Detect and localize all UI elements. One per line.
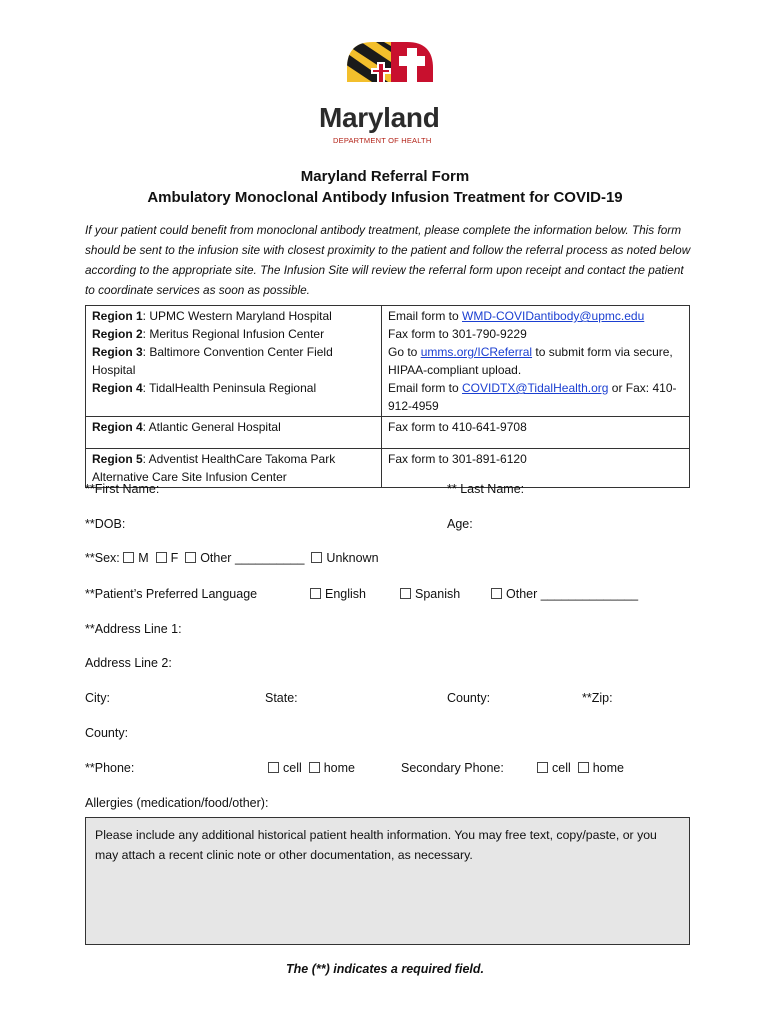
- region-email-link[interactable]: WMD-COVIDantibody@upmc.edu: [462, 309, 645, 323]
- region-label: Region 4: [92, 381, 143, 395]
- form-title: Maryland Referral Form: [300, 168, 470, 185]
- state-field[interactable]: State:: [265, 691, 298, 705]
- sex-option-label: Other __________: [200, 551, 305, 565]
- region-name: : TidalHealth Peninsula Regional: [142, 381, 317, 395]
- sex-option-label: Unknown: [326, 551, 379, 565]
- region-label: Region 3: [92, 345, 143, 359]
- language-spanish[interactable]: [400, 587, 460, 601]
- language-option-label: Spanish: [415, 587, 461, 601]
- region-referral-link[interactable]: umms.org/ICReferral: [420, 345, 533, 359]
- region-label: Region 5: [92, 452, 143, 466]
- health-info-instructions: Please include any additional historical patient health information. You may free text, copy/paste, or you may attach a recent clinic note or other documentation, as necessary.: [95, 828, 657, 862]
- phone-option-label: home: [323, 761, 355, 775]
- other-language-checkbox[interactable]: [491, 588, 502, 599]
- county-field-2[interactable]: County:: [85, 726, 129, 740]
- region-label: Region 4: [92, 420, 143, 434]
- spanish-checkbox[interactable]: [400, 588, 411, 599]
- phone-option-label: cell: [552, 761, 571, 775]
- sex-f-checkbox[interactable]: [156, 552, 167, 563]
- secondary-phone-type: [537, 761, 624, 775]
- region-contact: to submit form via secure, HIPAA-compliant upload.: [388, 345, 673, 377]
- logo-subtitle: DEPARTMENT OF HEALTH: [333, 136, 432, 145]
- secondary-home-checkbox[interactable]: [578, 762, 589, 773]
- region-contact: Email form to: [388, 381, 463, 395]
- phone-field[interactable]: **Phone:: [85, 761, 135, 775]
- phone-cell-checkbox[interactable]: [268, 762, 279, 773]
- phone-option-label: home: [592, 761, 624, 775]
- city-field[interactable]: City:: [85, 691, 110, 705]
- allergies-field[interactable]: Allergies (medication/food/other):: [85, 796, 269, 810]
- first-name-field[interactable]: **First Name:: [85, 482, 160, 496]
- language-label: **Patient’s Preferred Language: [85, 587, 258, 601]
- sex-option-label: F: [170, 551, 179, 565]
- region-label: Region 1: [92, 309, 143, 323]
- secondary-cell-checkbox[interactable]: [537, 762, 548, 773]
- secondary-phone-field[interactable]: Secondary Phone:: [401, 761, 504, 775]
- health-info-textarea[interactable]: [85, 817, 690, 945]
- region-contact: Fax form to 410-641-9708: [388, 420, 527, 434]
- region-name: : UPMC Western Maryland Hospital: [142, 309, 332, 323]
- logo-wordmark: Maryland: [319, 102, 440, 133]
- region-contact: Fax form to 301-790-9229: [388, 327, 527, 341]
- language-other[interactable]: [491, 587, 638, 601]
- region-contact: Go to: [388, 345, 421, 359]
- region-name: : Meritus Regional Infusion Center: [142, 327, 325, 341]
- required-field-note: The (**) indicates a required field.: [286, 962, 484, 976]
- region-contact: Email form to: [388, 309, 463, 323]
- address-line-2-field[interactable]: Address Line 2:: [85, 656, 172, 670]
- region-row-2: [86, 417, 690, 449]
- age-field[interactable]: Age:: [447, 517, 473, 531]
- sex-row: [85, 551, 379, 565]
- phone-option-label: cell: [283, 761, 302, 775]
- region-label: Region 2: [92, 327, 143, 341]
- sex-unknown-checkbox[interactable]: [311, 552, 322, 563]
- region-contact: or Fax: 410-912-4959: [388, 381, 677, 413]
- form-subtitle: Ambulatory Monoclonal Antibody Infusion Treatment for COVID-19: [147, 189, 623, 206]
- language-option-label: Other ______________: [506, 587, 639, 601]
- language-english[interactable]: [310, 587, 366, 601]
- last-name-field[interactable]: ** Last Name:: [447, 482, 525, 496]
- english-checkbox[interactable]: [310, 588, 321, 599]
- sex-label: **Sex:: [85, 551, 120, 565]
- regions-table: [85, 305, 690, 488]
- language-option-label: English: [325, 587, 366, 601]
- sex-m-checkbox[interactable]: [123, 552, 134, 563]
- phone-type: [268, 761, 355, 775]
- region-email-link[interactable]: COVIDTX@TidalHealth.org: [462, 381, 609, 395]
- sex-option-label: M: [138, 551, 149, 565]
- dob-field[interactable]: **DOB:: [85, 517, 126, 531]
- region-name: : Adventist HealthCare Takoma Park Alternative Care Site Infusion Center: [92, 452, 336, 484]
- zip-field[interactable]: **Zip:: [582, 691, 613, 705]
- region-name: : Baltimore Convention Center Field Hospital: [92, 345, 333, 377]
- county-field[interactable]: County:: [447, 691, 491, 705]
- region-contact: Fax form to 301-891-6120: [388, 452, 527, 466]
- region-row-3: [86, 449, 690, 488]
- region-name: : Atlantic General Hospital: [142, 420, 281, 434]
- region-row-1: [86, 306, 690, 417]
- address-line-1-field[interactable]: **Address Line 1:: [85, 622, 182, 636]
- phone-home-checkbox[interactable]: [309, 762, 320, 773]
- intro-paragraph: If your patient could benefit from monoclonal antibody treatment, please complete the information below. This form should be sent to the infusion site with closest proximity to the patient and follow the referral process as noted below according to the appropriate site. The Infusion Site will review the referral form upon receipt and contact the patient to coordinate services as soon as possible.: [85, 223, 691, 297]
- sex-other-checkbox[interactable]: [185, 552, 196, 563]
